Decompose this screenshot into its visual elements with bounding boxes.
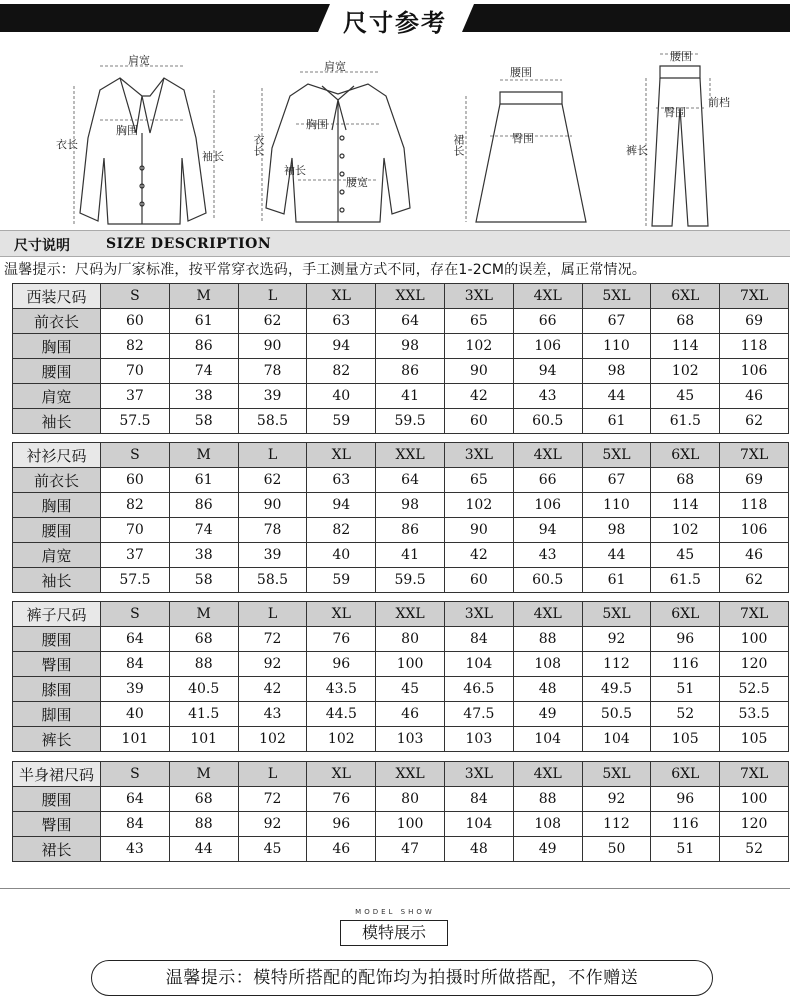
size-header-cell: 3XL [444, 443, 513, 468]
measurement-value: 58 [169, 568, 238, 593]
measurement-value: 104 [444, 652, 513, 677]
measurement-value: 105 [651, 727, 720, 752]
measurement-value: 49 [513, 702, 582, 727]
measurement-value: 42 [444, 384, 513, 409]
measurement-value: 114 [651, 334, 720, 359]
measurement-label: 袖长 [13, 568, 101, 593]
measurement-value: 63 [307, 468, 376, 493]
section-divider [0, 888, 790, 889]
measurement-value: 86 [376, 359, 445, 384]
measurement-value: 98 [582, 518, 651, 543]
measurement-value: 41 [376, 384, 445, 409]
shirt-length-label: 衣长 [252, 134, 265, 156]
measurement-label: 胸围 [13, 334, 101, 359]
measurement-value: 116 [651, 652, 720, 677]
measurement-value: 48 [444, 837, 513, 862]
measurement-value: 102 [651, 359, 720, 384]
measurement-label: 腰围 [13, 359, 101, 384]
measurement-value: 52.5 [720, 677, 789, 702]
measurement-value: 92 [238, 812, 307, 837]
measurement-value: 101 [101, 727, 170, 752]
measurement-value: 50 [582, 837, 651, 862]
measurement-label: 脚围 [13, 702, 101, 727]
suit-size-table [12, 283, 789, 434]
measurement-value: 64 [101, 787, 170, 812]
measurement-value: 90 [444, 518, 513, 543]
size-header-cell: S [101, 602, 170, 627]
table-row [13, 359, 789, 384]
measurement-value: 76 [307, 627, 376, 652]
size-header-row [13, 284, 789, 309]
measurement-value: 72 [238, 627, 307, 652]
measurement-label: 臀围 [13, 652, 101, 677]
measurement-value: 78 [238, 518, 307, 543]
size-description-title: 尺寸说明 [14, 238, 70, 254]
measurement-value: 80 [376, 627, 445, 652]
measurement-value: 110 [582, 493, 651, 518]
measurement-value: 47.5 [444, 702, 513, 727]
measurement-value: 46.5 [444, 677, 513, 702]
table-row [13, 568, 789, 593]
measurement-label: 膝围 [13, 677, 101, 702]
measurement-value: 38 [169, 543, 238, 568]
size-header-row [13, 443, 789, 468]
measurement-value: 40 [307, 384, 376, 409]
size-header-cell: 5XL [582, 602, 651, 627]
measurement-value: 39 [238, 384, 307, 409]
jacket-drawing [80, 78, 206, 224]
measurement-value: 45 [651, 543, 720, 568]
size-description-english: SIZE DESCRIPTION [106, 236, 272, 252]
measurement-value: 67 [582, 468, 651, 493]
measurement-value: 66 [513, 468, 582, 493]
measurement-value: 100 [376, 812, 445, 837]
measurement-value: 45 [651, 384, 720, 409]
measurement-value: 62 [720, 409, 789, 434]
measurement-value: 88 [513, 627, 582, 652]
shirt-sleeve-label: 袖长 [284, 164, 306, 177]
measurement-value: 57.5 [101, 568, 170, 593]
size-header-cell: 7XL [720, 602, 789, 627]
measurement-value: 58.5 [238, 409, 307, 434]
table-row [13, 727, 789, 752]
measurement-value: 60.5 [513, 409, 582, 434]
pants-length-label: 裤长 [626, 144, 648, 157]
measurement-value: 46 [376, 702, 445, 727]
measurement-label: 肩宽 [13, 543, 101, 568]
measurement-value: 103 [376, 727, 445, 752]
measurement-value: 74 [169, 518, 238, 543]
measurement-value: 106 [720, 518, 789, 543]
size-header-cell: 6XL [651, 602, 720, 627]
table-row [13, 334, 789, 359]
measurement-label: 袖长 [13, 409, 101, 434]
measurement-value: 90 [444, 359, 513, 384]
measurement-value: 68 [651, 309, 720, 334]
measurement-value: 68 [651, 468, 720, 493]
measurement-value: 53.5 [720, 702, 789, 727]
measurement-value: 88 [513, 787, 582, 812]
measurement-value: 96 [651, 627, 720, 652]
pants-waist-label: 腰围 [670, 50, 692, 63]
measurement-value: 41 [376, 543, 445, 568]
size-header-cell: 6XL [651, 284, 720, 309]
measurement-value: 46 [720, 543, 789, 568]
measurement-label: 腰围 [13, 518, 101, 543]
table-row [13, 409, 789, 434]
table-row [13, 309, 789, 334]
measurement-value: 61.5 [651, 568, 720, 593]
size-header-cell: S [101, 443, 170, 468]
size-header-cell: 3XL [444, 602, 513, 627]
measurement-value: 60 [101, 309, 170, 334]
measurement-value: 88 [169, 652, 238, 677]
measurement-value: 68 [169, 627, 238, 652]
skirt-hip-label: 臀围 [512, 132, 534, 145]
measurement-value: 59.5 [376, 568, 445, 593]
measurement-value: 94 [307, 334, 376, 359]
measurement-label: 前衣长 [13, 468, 101, 493]
measurement-value: 59 [307, 409, 376, 434]
measurement-value: 116 [651, 812, 720, 837]
measurement-label: 臀围 [13, 812, 101, 837]
measurement-label: 腰围 [13, 787, 101, 812]
size-header-cell: M [169, 284, 238, 309]
measurement-value: 94 [307, 493, 376, 518]
measurement-value: 100 [720, 787, 789, 812]
measurement-value: 40.5 [169, 677, 238, 702]
size-header-cell: XL [307, 762, 376, 787]
measurement-label: 腰围 [13, 627, 101, 652]
measurement-figures [0, 38, 790, 228]
size-header-row [13, 602, 789, 627]
size-header-cell: M [169, 602, 238, 627]
measurement-value: 51 [651, 837, 720, 862]
measurement-value: 118 [720, 493, 789, 518]
measurement-value: 120 [720, 652, 789, 677]
size-header-cell: 5XL [582, 443, 651, 468]
measurement-value: 60.5 [513, 568, 582, 593]
measurement-value: 52 [720, 837, 789, 862]
table-row [13, 787, 789, 812]
measurement-value: 38 [169, 384, 238, 409]
measurement-value: 40 [307, 543, 376, 568]
size-header-row [13, 762, 789, 787]
model-show-subtitle: MODEL SHOW [355, 908, 435, 916]
measurement-value: 61.5 [651, 409, 720, 434]
table-row [13, 677, 789, 702]
measurement-value: 43 [513, 384, 582, 409]
measurement-value: 49.5 [582, 677, 651, 702]
size-header-cell: L [238, 762, 307, 787]
measurement-value: 100 [376, 652, 445, 677]
size-header-cell: 5XL [582, 284, 651, 309]
measurement-value: 92 [238, 652, 307, 677]
size-header-cell: 6XL [651, 443, 720, 468]
measurement-value: 43 [238, 702, 307, 727]
skirt-size-table [12, 761, 789, 862]
measurement-value: 98 [376, 493, 445, 518]
size-header-cell: 7XL [720, 284, 789, 309]
measurement-value: 70 [101, 359, 170, 384]
jacket-chest-label: 胸围 [116, 124, 138, 137]
measurement-value: 61 [169, 309, 238, 334]
measurement-value: 96 [651, 787, 720, 812]
shirt-waist-label: 腰宽 [346, 176, 368, 189]
table-row [13, 468, 789, 493]
measurement-value: 70 [101, 518, 170, 543]
measurement-value: 112 [582, 652, 651, 677]
pants-drawing [652, 66, 708, 226]
measurement-value: 37 [101, 543, 170, 568]
measurement-value: 40 [101, 702, 170, 727]
measurement-value: 101 [169, 727, 238, 752]
measurement-value: 69 [720, 468, 789, 493]
shirt-size-table [12, 442, 789, 593]
jacket-sleeve-label: 袖长 [202, 150, 224, 163]
table-row [13, 702, 789, 727]
banner-title: 尺寸参考 [343, 9, 447, 37]
measurement-value: 62 [720, 568, 789, 593]
measurement-value: 90 [238, 334, 307, 359]
measurement-value: 68 [169, 787, 238, 812]
measurement-value: 104 [444, 812, 513, 837]
measurement-value: 43.5 [307, 677, 376, 702]
measurement-value: 90 [238, 493, 307, 518]
measurement-value: 61 [582, 568, 651, 593]
size-header-cell: XXL [376, 284, 445, 309]
measurement-value: 96 [307, 652, 376, 677]
measurement-label: 前衣长 [13, 309, 101, 334]
measurement-value: 46 [307, 837, 376, 862]
measurement-value: 65 [444, 309, 513, 334]
measurement-value: 44 [169, 837, 238, 862]
size-header-cell: S [101, 284, 170, 309]
measurement-value: 84 [444, 787, 513, 812]
measurement-value: 44 [582, 384, 651, 409]
measurement-value: 43 [101, 837, 170, 862]
measurement-value: 82 [307, 359, 376, 384]
measurement-value: 42 [444, 543, 513, 568]
measurement-value: 66 [513, 309, 582, 334]
size-header-cell: XXL [376, 762, 445, 787]
measurement-value: 62 [238, 309, 307, 334]
measurement-value: 102 [444, 334, 513, 359]
table-category-label: 半身裙尺码 [13, 762, 101, 787]
measurement-value: 102 [444, 493, 513, 518]
measurement-value: 61 [582, 409, 651, 434]
measurement-value: 84 [444, 627, 513, 652]
size-header-cell: L [238, 284, 307, 309]
shirt-drawing [266, 84, 410, 222]
measurement-value: 82 [307, 518, 376, 543]
measurement-value: 86 [376, 518, 445, 543]
measurement-value: 105 [720, 727, 789, 752]
measurement-value: 64 [376, 468, 445, 493]
size-header-cell: XL [307, 602, 376, 627]
measurement-value: 57.5 [101, 409, 170, 434]
size-header-cell: 3XL [444, 762, 513, 787]
table-row [13, 543, 789, 568]
measurement-value: 44 [582, 543, 651, 568]
measurement-value: 120 [720, 812, 789, 837]
measurement-value: 43 [513, 543, 582, 568]
table-row [13, 384, 789, 409]
measurement-label: 裙长 [13, 837, 101, 862]
measurement-value: 74 [169, 359, 238, 384]
measurement-value: 108 [513, 812, 582, 837]
size-tip: 温馨提示：尺码为厂家标准，按平常穿衣选码，手工测量方式不同，存在1-2CM的误差，属正常情况。 [4, 262, 647, 278]
size-header-cell: 7XL [720, 443, 789, 468]
measurement-value: 60 [444, 409, 513, 434]
measurement-value: 102 [238, 727, 307, 752]
measurement-value: 82 [101, 493, 170, 518]
measurement-value: 106 [513, 493, 582, 518]
size-header-cell: XXL [376, 443, 445, 468]
measurement-value: 102 [651, 518, 720, 543]
measurement-value: 86 [169, 493, 238, 518]
jacket-shoulder-label: 肩宽 [128, 54, 150, 67]
measurement-value: 60 [101, 468, 170, 493]
measurement-value: 112 [582, 812, 651, 837]
table-row [13, 518, 789, 543]
measurement-value: 42 [238, 677, 307, 702]
measurement-value: 60 [444, 568, 513, 593]
measurement-value: 92 [582, 787, 651, 812]
size-description-bar [0, 230, 790, 257]
measurement-value: 84 [101, 812, 170, 837]
measurement-value: 94 [513, 359, 582, 384]
table-category-label: 裤子尺码 [13, 602, 101, 627]
size-header-cell: 7XL [720, 762, 789, 787]
measurement-value: 108 [513, 652, 582, 677]
measurement-value: 106 [720, 359, 789, 384]
size-header-cell: 6XL [651, 762, 720, 787]
measurement-value: 114 [651, 493, 720, 518]
table-row [13, 812, 789, 837]
model-show-title: 模特展示 [340, 920, 448, 946]
size-header-cell: 4XL [513, 284, 582, 309]
skirt-length-label: 裙长 [452, 134, 465, 156]
measurement-value: 48 [513, 677, 582, 702]
measurement-value: 100 [720, 627, 789, 652]
size-header-cell: M [169, 762, 238, 787]
measurement-value: 50.5 [582, 702, 651, 727]
size-header-cell: 4XL [513, 762, 582, 787]
measurement-value: 98 [582, 359, 651, 384]
size-header-cell: 3XL [444, 284, 513, 309]
table-category-label: 西装尺码 [13, 284, 101, 309]
measurement-value: 64 [376, 309, 445, 334]
measurement-value: 82 [101, 334, 170, 359]
measurement-value: 44.5 [307, 702, 376, 727]
measurement-value: 62 [238, 468, 307, 493]
size-header-cell: S [101, 762, 170, 787]
shirt-chest-label: 胸围 [306, 118, 328, 131]
measurement-value: 39 [101, 677, 170, 702]
measurement-value: 102 [307, 727, 376, 752]
accessory-note: 温馨提示：模特所搭配的配饰均为拍摄时所做搭配，不作赠送 [91, 960, 713, 996]
measurement-value: 78 [238, 359, 307, 384]
measurement-value: 51 [651, 677, 720, 702]
measurement-value: 69 [720, 309, 789, 334]
measurement-value: 106 [513, 334, 582, 359]
size-header-cell: L [238, 602, 307, 627]
size-header-cell: 4XL [513, 443, 582, 468]
measurement-value: 96 [307, 812, 376, 837]
measurement-value: 98 [376, 334, 445, 359]
measurement-value: 61 [169, 468, 238, 493]
shirt-shoulder-label: 肩宽 [324, 60, 346, 73]
measurement-value: 45 [238, 837, 307, 862]
measurement-label: 裤长 [13, 727, 101, 752]
measurement-value: 94 [513, 518, 582, 543]
skirt-waist-label: 腰围 [510, 66, 532, 79]
measurement-value: 58 [169, 409, 238, 434]
size-header-cell: XXL [376, 602, 445, 627]
measurement-value: 41.5 [169, 702, 238, 727]
measurement-value: 39 [238, 543, 307, 568]
measurement-value: 47 [376, 837, 445, 862]
measurement-value: 118 [720, 334, 789, 359]
measurement-value: 72 [238, 787, 307, 812]
measurement-value: 59 [307, 568, 376, 593]
measurement-value: 58.5 [238, 568, 307, 593]
table-row [13, 493, 789, 518]
pants-rise-label: 前档 [708, 96, 730, 109]
section-banner [0, 0, 790, 36]
measurement-label: 肩宽 [13, 384, 101, 409]
jacket-length-label: 衣长 [56, 138, 78, 151]
table-row [13, 652, 789, 677]
measurement-value: 103 [444, 727, 513, 752]
size-header-cell: XL [307, 284, 376, 309]
measurement-value: 46 [720, 384, 789, 409]
measurement-value: 59.5 [376, 409, 445, 434]
measurement-value: 104 [582, 727, 651, 752]
size-header-cell: XL [307, 443, 376, 468]
measurement-value: 52 [651, 702, 720, 727]
size-header-cell: 4XL [513, 602, 582, 627]
measurement-value: 88 [169, 812, 238, 837]
measurement-label: 胸围 [13, 493, 101, 518]
table-category-label: 衬衫尺码 [13, 443, 101, 468]
measurement-value: 92 [582, 627, 651, 652]
size-header-cell: M [169, 443, 238, 468]
measurement-value: 67 [582, 309, 651, 334]
measurement-value: 64 [101, 627, 170, 652]
measurement-value: 49 [513, 837, 582, 862]
pants-size-table [12, 601, 789, 752]
measurement-value: 86 [169, 334, 238, 359]
pants-hip-label: 臀围 [664, 106, 686, 119]
measurement-value: 37 [101, 384, 170, 409]
table-row [13, 627, 789, 652]
measurement-value: 84 [101, 652, 170, 677]
measurement-value: 104 [513, 727, 582, 752]
measurement-value: 63 [307, 309, 376, 334]
measurement-value: 80 [376, 787, 445, 812]
skirt-drawing [476, 92, 586, 222]
measurement-value: 76 [307, 787, 376, 812]
measurement-value: 45 [376, 677, 445, 702]
size-header-cell: 5XL [582, 762, 651, 787]
measurement-value: 65 [444, 468, 513, 493]
table-row [13, 837, 789, 862]
measurement-value: 110 [582, 334, 651, 359]
size-header-cell: L [238, 443, 307, 468]
